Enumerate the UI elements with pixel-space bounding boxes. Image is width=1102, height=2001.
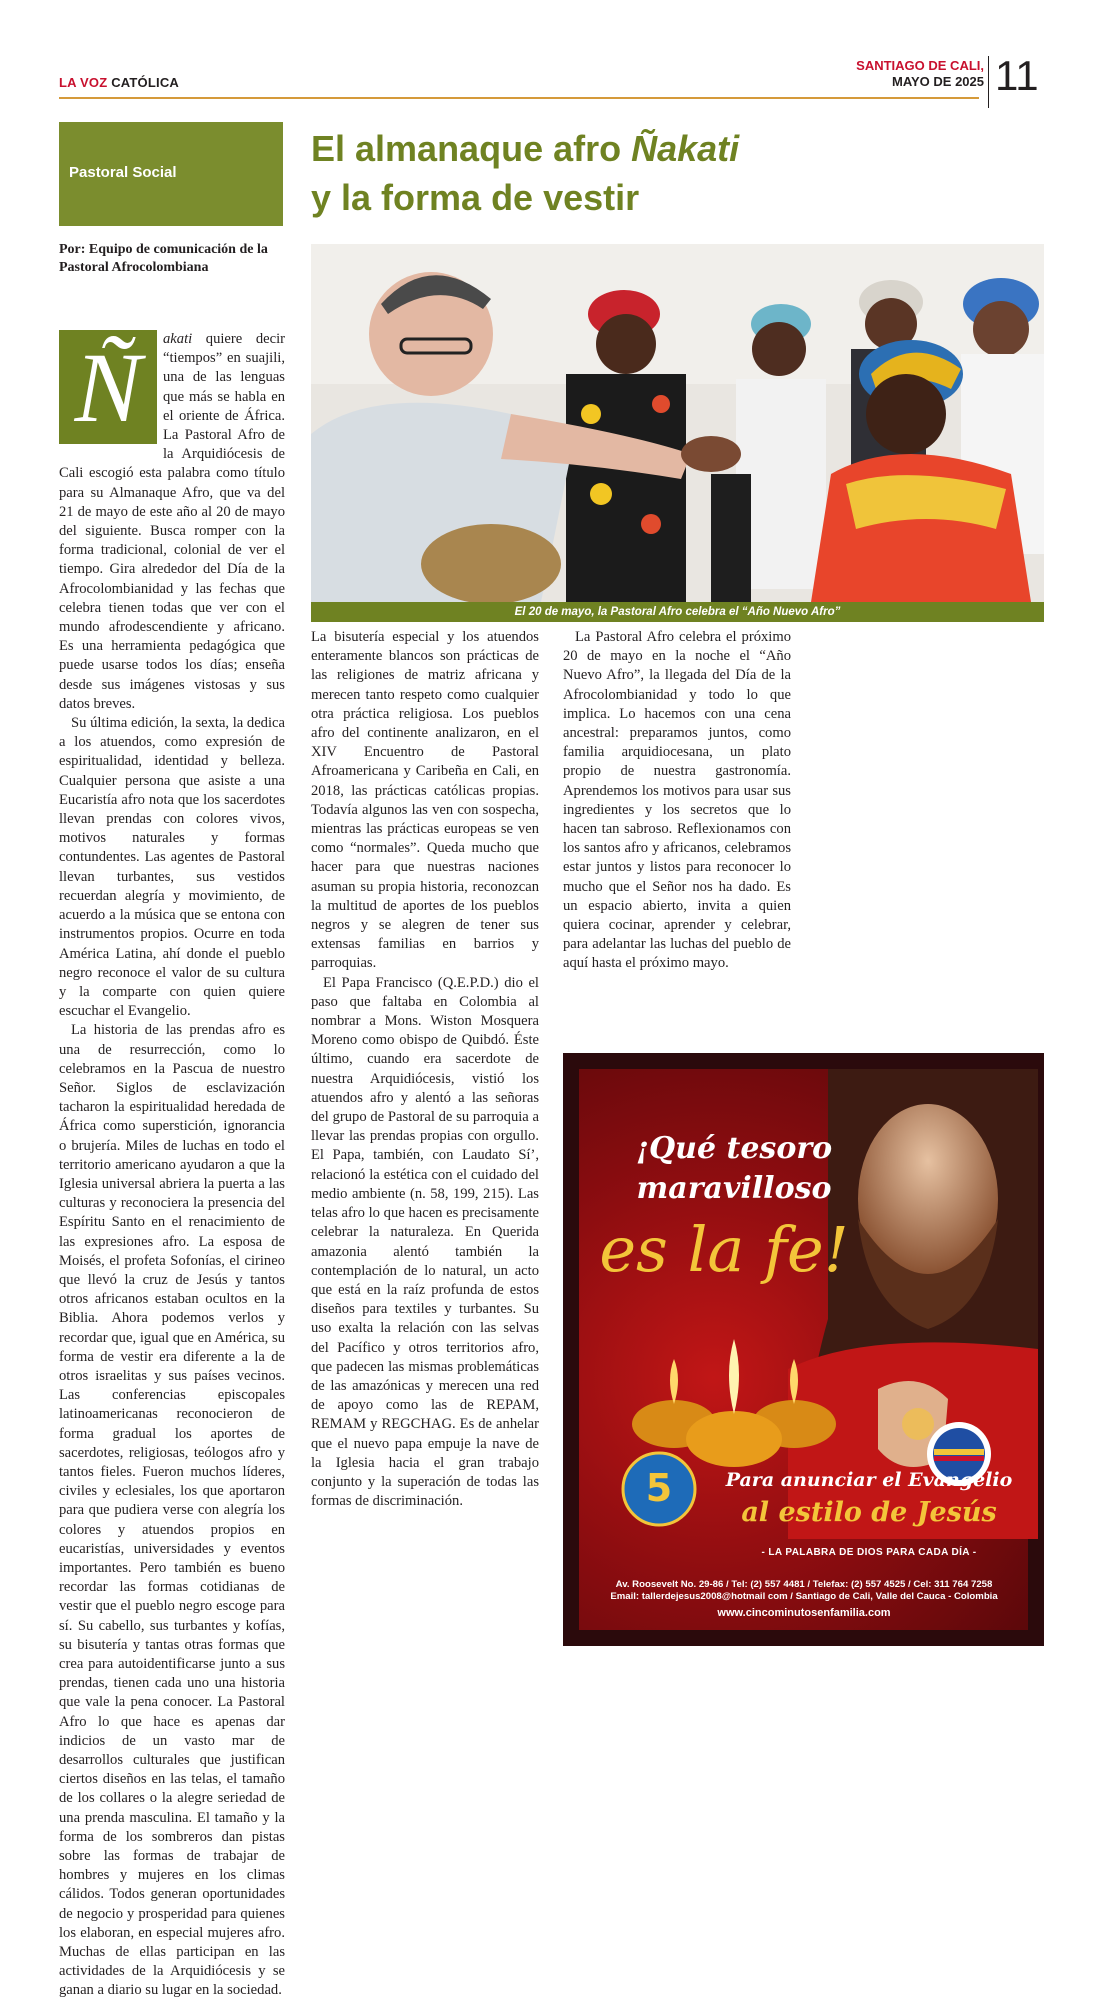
ad-slogan-1: Para anunciar el Evangelio	[725, 1469, 1013, 1491]
title-line2: y la forma de vestir	[311, 177, 640, 218]
ad-website: www.cincominutosenfamilia.com	[717, 1607, 891, 1619]
newspaper-name-part2: CATÓLICA	[111, 75, 179, 90]
article-paragraph-5: El Papa Francisco (Q.E.P.D.) dio el paso que faltaba en Colombia al nombrar a Mons. Wiston Mosquera Moreno como obispo de Quibdó. Éste último, cuando era sacerdote de nuestra Arquidiócesis, vistió los atuendos afro y alentó a las señoras del grupo de Pastoral de su parroquia a llevar las prendas propias con orgullo. El Papa, también, con Laudato Sí’, relacionó la estética con el cuidado del medio ambiente (n. 58, 199, 215). Las telas afro lo que hacen es precisamente celebrar la naturaleza. En Querida amazonia alentó también la contemplación de lo natural, un acto que está en la raíz profunda de estos diseños para textiles y turbantes. Su uso exalta la relación con las selvas del Pacífico y otros territorios afro, que padecen las mismas problemáticas de las amazónicas y merecen una red de apoyo como las de REPAM, REMAM y REGCHAG. Es de anhelar que el nuevo papa empuje la nave de la Iglesia hacia el gran trabajo conjunto y la superación de todas las formas de discriminación.	[311, 974, 539, 1510]
ad-contact-email: Email: tallerdejesus2008@hotmail com / Santiago de Cali, Valle del Cauca - Colombia	[610, 1591, 998, 1602]
photo-caption: El 20 de mayo, la Pastoral Afro celebra el “Año Nuevo Afro”	[311, 602, 1044, 622]
drop-cap-letter: Ñ	[74, 332, 142, 443]
article-photo	[311, 244, 1044, 602]
dateline-date: MAYO DE 2025	[891, 74, 984, 89]
ad-headline-1: ¡Qué tesoro maravilloso	[635, 1131, 833, 1206]
article-column-2	[311, 628, 539, 1650]
article-column-1	[59, 330, 285, 1999]
ad-tagline: - LA PALABRA DE DIOS PARA CADA DÍA -	[761, 1547, 977, 1558]
page-number: 11	[995, 52, 1039, 99]
article-paragraph-4: La bisutería especial y los atuendos enteramente blancos son prácticas de las religiones de matriz africana y merecen tanto respeto como cualquier otra práctica religiosa. Los pueblos afro del continente analizaron, en el XIV Encuentro de Pastoral Afroamericana y Caribeña en Cali, en 2018, las prácticas católicas propias. Todavía algunos las ven con sospecha, mientras las prácticas europeas se ven como “normales”. Queda mucho que hacer para que nuestras naciones asuman su propia historia, reconozcan la multitud de aportes de los pueblos negros y se alegren de tener sus extensas familias en barrios y parroquias.	[311, 629, 539, 972]
article-paragraph-2: Su última edición, la sexta, la dedica a los atuendos, como expresión de espiritualidad, identidad y belleza. Cualquier persona que asiste a una Eucaristía afro nota que los sacerdotes llevan prendas con colores vivos, motivos naturales y formas contundentes. Las agentes de Pastoral llevan turbantes, sus vestidos recuerdan alegría y movimiento, de acuerdo a la música que se entona con instrumentos propios. Ocurre en toda América Latina, ahí donde el pueblo negro reconoce el valor de su cultura y la comparte con quien quiere escuchar el Evangelio.	[59, 715, 285, 1020]
ad-contact-address: Av. Roosevelt No. 29-86 / Tel: (2) 557 4481 / Telefax: (2) 557 4525 / Cel: 311 764 7258	[615, 1579, 993, 1590]
newspaper-name	[59, 75, 179, 90]
ad-headline-2: es la fe!	[599, 1213, 849, 1286]
section-label-box	[59, 122, 283, 226]
article-column-3	[563, 628, 791, 1026]
dateline-city: SANTIAGO DE CALI,	[856, 58, 984, 73]
section-label: Pastoral Social	[69, 164, 177, 181]
header-divider	[988, 56, 989, 108]
title-emphasis: Ñakati	[631, 128, 740, 169]
article-title	[311, 124, 971, 222]
newspaper-name-part1: LA VOZ	[59, 75, 108, 90]
ad-slogan-2: al estilo de Jesús	[741, 1497, 997, 1528]
byline: Por: Equipo de comunicación de la Pastoral Afrocolombiana	[59, 242, 268, 275]
drop-cap	[59, 330, 157, 444]
advertisement	[563, 1053, 1044, 1646]
header-rule	[59, 97, 979, 99]
article-paragraph-3: La historia de las prendas afro es una de resurrección, como lo celebramos en la Pascua de nuestro Señor. Siglos de esclavización tacharon la espiritualidad heredada de África como superstición, ignorancia o brujería. Miles de luchas en todo el territorio americano ayudaron a que la Iglesia universal abriera la puerta a las culturas y reconociera la presencia del Espíritu Santo en el renacimiento de las expresiones afro. La esposa de Moisés, el profeta Sofonías, el cirineo que llevó la cruz de Jesús y tantos otros africanos estaban ocultos en la Biblia. Ahora podemos verlos y recordar que, igual que en América, su forma de vestir era diferente a la de otros israelitas y sus países vecinos. Las conferencias episcopales latinoamericanas reconocieron de forma gradual los aportes de sacerdotes, religiosas, teólogos afro y tantos fieles. Fueron muchos líderes, civiles y eclesiales, los que aportaron para que pudiera verse con alegría los colores y atuendos propios en eucaristías, universidades y eventos importantes. Pero también es bueno recordar las formas cotidianas de vestir que el pueblo negro escoge para sí. Su cabello, sus turbantes y kofías, su bisutería y tantas otras formas que crea para autoidentificarse junto a sus prendas, tienen cada uno una historia que vale la pena conocer. La Pastoral Afro lo que hace es apenas dar indicios de un vasto mar de desarrollos culturales que justifican ciertos diseños en las telas, el tamaño de los collares o la alegre seriedad de una prenda masculina. El tamaño y la forma de los sombreros dan pistas sobre las formas de trabajar de hombres y mujeres en los climas cálidos. Todos generan oportunidades de negocio y prosperidad para quienes los elaboran, en especial mujeres afro. Muchas de ellas participan en las actividades de la Arquidiócesis y se ganan a diario su lugar en la sociedad.	[59, 1022, 285, 1999]
lead-word: akati	[163, 331, 193, 347]
issue-dateline	[856, 58, 984, 90]
title-line1: El almanaque afro	[311, 128, 632, 169]
article-paragraph-6: La Pastoral Afro celebra el próximo 20 de mayo en la noche el “Año Nuevo Afro”, la llegada del Día de la Afrocolombianidad y todo lo que implica. Lo hacemos con una cena ancestral: preparamos juntos, como familia arquidiocesana, un plato propio de nuestra gastronomía. Aprendemos los motivos para usar sus ingredientes y los secretos que lo hacen tan sabroso. Reflexionamos con los santos afro y africanos, celebramos estar juntos y listos para reconocer lo mucho que el Señor nos ha dado. Es un espacio abierto, invita a quien quiera cocinar, aprender y celebrar, para adelantar las luchas del pueblo de aquí hasta el próximo mayo.	[563, 629, 791, 972]
cinco-minutos-logo-icon	[619, 1449, 699, 1529]
article-column-4	[816, 628, 1044, 1026]
ad-contact	[589, 1579, 1019, 1603]
lead-text: quiere decir “tiempos” en suajili, una de las lenguas que más se habla en el oriente de África. La Pastoral Afro de la Arquidiócesis de Cali escogió esta palabra como título para su Almanaque Afro, que va del 21 de mayo de este año al 20 de mayo del siguiente. Busca romper con la forma tradicional, colonial de ver el tiempo. Gira alrededor del Día de la Afrocolombianidad y las fechas que celebra tienen todas que ver con el mundo afrodescendiente y africano. Es una herramienta pedagógica que puede usarse todos los días; enseña desde sus imágenes vistosas y sus datos breves.	[59, 331, 285, 712]
ad-panel	[579, 1069, 1028, 1630]
photo-people-celebration	[311, 244, 1044, 602]
svg-text:5: 5	[645, 1466, 673, 1510]
